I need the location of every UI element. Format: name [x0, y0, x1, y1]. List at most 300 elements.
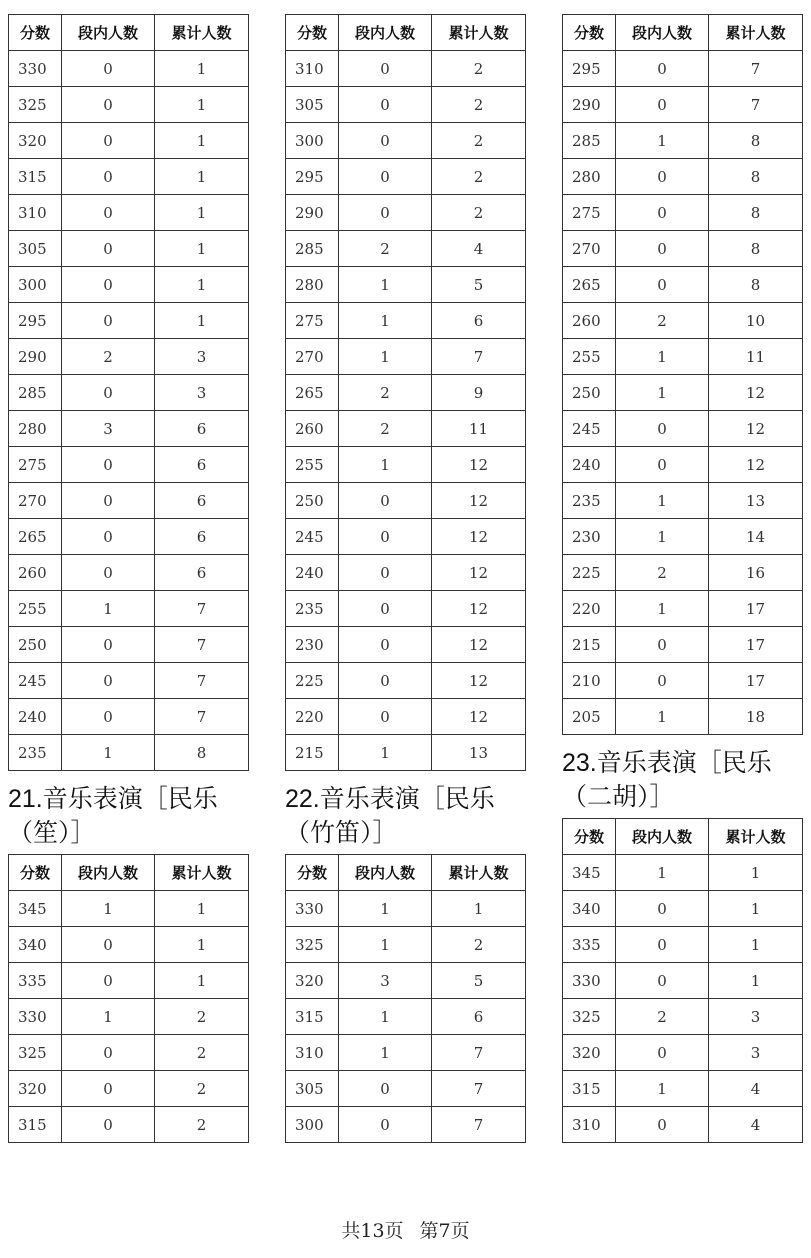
- cumulative-cell: 12: [432, 591, 526, 627]
- cumulative-cell: 2: [155, 999, 249, 1035]
- band-count-cell: 0: [62, 483, 155, 519]
- table-row: [563, 123, 803, 159]
- table-row: [563, 87, 803, 123]
- score-cell: 275: [9, 447, 62, 483]
- table-row: [9, 339, 249, 375]
- band-count-cell: 2: [616, 555, 709, 591]
- header-row: [9, 855, 249, 891]
- table-row: [286, 555, 526, 591]
- cumulative-cell: 12: [709, 411, 803, 447]
- score-cell: 255: [563, 339, 616, 375]
- table-row: [286, 627, 526, 663]
- table-row: [9, 555, 249, 591]
- table-row: [9, 159, 249, 195]
- band-count-cell: 1: [339, 735, 432, 771]
- cumulative-cell: 9: [432, 375, 526, 411]
- score-cell: 310: [286, 51, 339, 87]
- score-cell: 305: [286, 1071, 339, 1107]
- col-header-band-count: 段内人数: [339, 855, 432, 891]
- table-row: [563, 627, 803, 663]
- cumulative-cell: 14: [709, 519, 803, 555]
- table-row: [563, 1071, 803, 1107]
- band-count-cell: 0: [62, 159, 155, 195]
- score-cell: 315: [286, 999, 339, 1035]
- table-row: [286, 375, 526, 411]
- band-count-cell: 1: [62, 891, 155, 927]
- band-count-cell: 0: [616, 1107, 709, 1143]
- cumulative-cell: 2: [432, 87, 526, 123]
- table-row: [563, 663, 803, 699]
- cumulative-cell: 17: [709, 627, 803, 663]
- cumulative-cell: 18: [709, 699, 803, 735]
- table-row: [563, 1107, 803, 1143]
- band-count-cell: 0: [616, 267, 709, 303]
- score-cell: 275: [286, 303, 339, 339]
- section-22-table: [285, 854, 526, 1143]
- table-row: [286, 891, 526, 927]
- cumulative-cell: 2: [155, 1035, 249, 1071]
- cumulative-cell: 7: [709, 87, 803, 123]
- band-count-cell: 0: [339, 483, 432, 519]
- score-cell: 325: [563, 999, 616, 1035]
- band-count-cell: 0: [62, 1035, 155, 1071]
- cumulative-cell: 7: [155, 591, 249, 627]
- band-count-cell: 0: [616, 927, 709, 963]
- band-count-cell: 0: [62, 87, 155, 123]
- cumulative-cell: 3: [709, 1035, 803, 1071]
- score-cell: 265: [286, 375, 339, 411]
- band-count-cell: 0: [62, 963, 155, 999]
- score-cell: 270: [286, 339, 339, 375]
- band-count-cell: 2: [62, 339, 155, 375]
- score-cell: 230: [563, 519, 616, 555]
- col-header-cumulative: 累计人数: [432, 15, 526, 51]
- score-cell: 300: [286, 123, 339, 159]
- score-cell: 250: [286, 483, 339, 519]
- band-count-cell: 0: [62, 1107, 155, 1143]
- table-row: [563, 231, 803, 267]
- col-header-cumulative: 累计人数: [155, 15, 249, 51]
- cumulative-cell: 1: [709, 891, 803, 927]
- table-row: [286, 447, 526, 483]
- score-cell: 310: [563, 1107, 616, 1143]
- band-count-cell: 2: [339, 375, 432, 411]
- score-cell: 265: [9, 519, 62, 555]
- table-row: [9, 303, 249, 339]
- cumulative-cell: 1: [155, 267, 249, 303]
- score-cell: 280: [286, 267, 339, 303]
- col-header-score: 分数: [9, 15, 62, 51]
- table-row: [286, 519, 526, 555]
- table-row: [563, 339, 803, 375]
- table-row: [286, 591, 526, 627]
- cumulative-cell: 7: [155, 663, 249, 699]
- table-row: [286, 303, 526, 339]
- band-count-cell: 1: [339, 339, 432, 375]
- band-count-cell: 1: [616, 1071, 709, 1107]
- table-row: [286, 1107, 526, 1143]
- score-cell: 245: [286, 519, 339, 555]
- band-count-cell: 1: [339, 303, 432, 339]
- band-count-cell: 1: [616, 483, 709, 519]
- table-row: [9, 195, 249, 231]
- score-cell: 285: [9, 375, 62, 411]
- table-row: [9, 1035, 249, 1071]
- upper-table-3: [562, 14, 803, 735]
- band-count-cell: 0: [339, 555, 432, 591]
- page-footer: [0, 1216, 811, 1243]
- score-cell: 225: [563, 555, 616, 591]
- table-row: [9, 891, 249, 927]
- band-count-cell: 1: [62, 591, 155, 627]
- cumulative-cell: 11: [432, 411, 526, 447]
- table-row: [563, 555, 803, 591]
- col-header-band-count: 段内人数: [616, 15, 709, 51]
- current-page: 第7页: [419, 1220, 470, 1242]
- header-row: [286, 15, 526, 51]
- cumulative-cell: 16: [709, 555, 803, 591]
- score-cell: 325: [9, 1035, 62, 1071]
- table-row: [286, 483, 526, 519]
- table-row: [563, 591, 803, 627]
- cumulative-cell: 1: [155, 123, 249, 159]
- score-cell: 300: [9, 267, 62, 303]
- band-count-cell: 0: [616, 87, 709, 123]
- table-row: [286, 195, 526, 231]
- band-count-cell: 0: [616, 891, 709, 927]
- table-row: [9, 51, 249, 87]
- col-header-band-count: 段内人数: [616, 819, 709, 855]
- band-count-cell: 0: [339, 591, 432, 627]
- band-count-cell: 2: [616, 999, 709, 1035]
- band-count-cell: 0: [62, 195, 155, 231]
- col-header-cumulative: 累计人数: [155, 855, 249, 891]
- band-count-cell: 0: [616, 411, 709, 447]
- col-header-score: 分数: [286, 855, 339, 891]
- band-count-cell: 1: [62, 999, 155, 1035]
- cumulative-cell: 6: [155, 483, 249, 519]
- band-count-cell: 0: [616, 627, 709, 663]
- score-cell: 320: [563, 1035, 616, 1071]
- section-23-table: [562, 818, 803, 1143]
- score-cell: 250: [563, 375, 616, 411]
- score-cell: 345: [563, 855, 616, 891]
- band-count-cell: 0: [339, 51, 432, 87]
- score-cell: 325: [9, 87, 62, 123]
- table-row: [563, 159, 803, 195]
- cumulative-cell: 11: [709, 339, 803, 375]
- header-row: [563, 15, 803, 51]
- score-cell: 240: [563, 447, 616, 483]
- score-cell: 310: [9, 195, 62, 231]
- table-row: [286, 411, 526, 447]
- band-count-cell: 0: [616, 231, 709, 267]
- band-count-cell: 1: [339, 267, 432, 303]
- cumulative-cell: 1: [709, 927, 803, 963]
- table-row: [563, 411, 803, 447]
- score-cell: 270: [9, 483, 62, 519]
- header-row: [9, 15, 249, 51]
- cumulative-cell: 7: [432, 1035, 526, 1071]
- score-cell: 305: [286, 87, 339, 123]
- cumulative-cell: 1: [155, 963, 249, 999]
- section-21-title: 21.音乐表演［民乐 （笙）］: [8, 784, 218, 847]
- table-row: [286, 267, 526, 303]
- score-cell: 235: [563, 483, 616, 519]
- cumulative-cell: 8: [709, 267, 803, 303]
- col-header-band-count: 段内人数: [62, 15, 155, 51]
- table-row: [9, 267, 249, 303]
- table-row: [563, 927, 803, 963]
- cumulative-cell: 6: [155, 519, 249, 555]
- score-cell: 320: [9, 1071, 62, 1107]
- band-count-cell: 0: [339, 699, 432, 735]
- cumulative-cell: 3: [155, 339, 249, 375]
- cumulative-cell: 2: [432, 195, 526, 231]
- cumulative-cell: 12: [432, 663, 526, 699]
- cumulative-cell: 6: [432, 303, 526, 339]
- score-cell: 315: [9, 159, 62, 195]
- score-cell: 265: [563, 267, 616, 303]
- score-cell: 255: [9, 591, 62, 627]
- score-cell: 325: [286, 927, 339, 963]
- band-count-cell: 1: [339, 447, 432, 483]
- table-row: [563, 999, 803, 1035]
- score-cell: 330: [9, 999, 62, 1035]
- score-cell: 220: [563, 591, 616, 627]
- cumulative-cell: 1: [709, 855, 803, 891]
- cumulative-cell: 4: [709, 1107, 803, 1143]
- score-cell: 330: [9, 51, 62, 87]
- cumulative-cell: 1: [709, 963, 803, 999]
- band-count-cell: 0: [62, 267, 155, 303]
- score-cell: 285: [563, 123, 616, 159]
- cumulative-cell: 5: [432, 963, 526, 999]
- table-row: [9, 375, 249, 411]
- table-row: [9, 87, 249, 123]
- cumulative-cell: 7: [432, 1071, 526, 1107]
- cumulative-cell: 1: [155, 87, 249, 123]
- score-cell: 240: [9, 699, 62, 735]
- section-21-table: [8, 854, 249, 1143]
- table-row: [563, 519, 803, 555]
- cumulative-cell: 6: [432, 999, 526, 1035]
- cumulative-cell: 2: [432, 51, 526, 87]
- cumulative-cell: 12: [432, 447, 526, 483]
- table-row: [9, 519, 249, 555]
- cumulative-cell: 17: [709, 663, 803, 699]
- band-count-cell: 0: [62, 303, 155, 339]
- band-count-cell: 3: [62, 411, 155, 447]
- cumulative-cell: 13: [709, 483, 803, 519]
- band-count-cell: 1: [339, 891, 432, 927]
- band-count-cell: 0: [339, 1107, 432, 1143]
- table-row: [9, 663, 249, 699]
- score-cell: 280: [563, 159, 616, 195]
- cumulative-cell: 4: [709, 1071, 803, 1107]
- band-count-cell: 0: [62, 375, 155, 411]
- cumulative-cell: 13: [432, 735, 526, 771]
- cumulative-cell: 1: [155, 891, 249, 927]
- band-count-cell: 0: [62, 627, 155, 663]
- cumulative-cell: 2: [432, 159, 526, 195]
- score-cell: 330: [286, 891, 339, 927]
- score-cell: 260: [286, 411, 339, 447]
- upper-table-2: [285, 14, 526, 771]
- cumulative-cell: 8: [709, 159, 803, 195]
- table-row: [563, 51, 803, 87]
- table-row: [9, 591, 249, 627]
- upper-table-1: [8, 14, 249, 771]
- score-cell: 335: [9, 963, 62, 999]
- table-row: [9, 627, 249, 663]
- band-count-cell: 2: [616, 303, 709, 339]
- score-cell: 295: [9, 303, 62, 339]
- table-row: [9, 927, 249, 963]
- cumulative-cell: 6: [155, 555, 249, 591]
- col-header-score: 分数: [286, 15, 339, 51]
- cumulative-cell: 6: [155, 447, 249, 483]
- table-row: [286, 1035, 526, 1071]
- table-row: [286, 999, 526, 1035]
- band-count-cell: 1: [339, 1035, 432, 1071]
- band-count-cell: 0: [62, 51, 155, 87]
- table-row: [286, 231, 526, 267]
- score-cell: 310: [286, 1035, 339, 1071]
- table-row: [563, 375, 803, 411]
- total-pages: 共13页: [341, 1220, 404, 1242]
- score-cell: 340: [9, 927, 62, 963]
- band-count-cell: 0: [62, 519, 155, 555]
- band-count-cell: 0: [339, 1071, 432, 1107]
- table-row: [9, 963, 249, 999]
- cumulative-cell: 3: [155, 375, 249, 411]
- band-count-cell: 0: [339, 195, 432, 231]
- score-cell: 230: [286, 627, 339, 663]
- band-count-cell: 1: [616, 519, 709, 555]
- score-cell: 345: [9, 891, 62, 927]
- col-header-score: 分数: [9, 855, 62, 891]
- score-cell: 335: [563, 927, 616, 963]
- col-header-band-count: 段内人数: [62, 855, 155, 891]
- band-count-cell: 0: [62, 1071, 155, 1107]
- score-cell: 235: [9, 735, 62, 771]
- score-cell: 330: [563, 963, 616, 999]
- band-count-cell: 3: [339, 963, 432, 999]
- col-header-cumulative: 累计人数: [709, 15, 803, 51]
- score-cell: 235: [286, 591, 339, 627]
- score-cell: 260: [9, 555, 62, 591]
- table-row: [286, 735, 526, 771]
- band-count-cell: 0: [616, 963, 709, 999]
- table-row: [286, 51, 526, 87]
- table-row: [9, 447, 249, 483]
- table-row: [9, 411, 249, 447]
- cumulative-cell: 8: [709, 231, 803, 267]
- table-row: [563, 1035, 803, 1071]
- table-row: [563, 267, 803, 303]
- score-cell: 300: [286, 1107, 339, 1143]
- band-count-cell: 1: [616, 699, 709, 735]
- score-cell: 255: [286, 447, 339, 483]
- score-cell: 205: [563, 699, 616, 735]
- cumulative-cell: 1: [155, 927, 249, 963]
- cumulative-cell: 1: [155, 51, 249, 87]
- cumulative-cell: 7: [155, 699, 249, 735]
- band-count-cell: 0: [339, 87, 432, 123]
- score-cell: 270: [563, 231, 616, 267]
- col-header-cumulative: 累计人数: [709, 819, 803, 855]
- table-row: [9, 699, 249, 735]
- table-row: [286, 159, 526, 195]
- cumulative-cell: 1: [155, 159, 249, 195]
- band-count-cell: 1: [616, 123, 709, 159]
- cumulative-cell: 12: [709, 375, 803, 411]
- band-count-cell: 0: [616, 663, 709, 699]
- cumulative-cell: 5: [432, 267, 526, 303]
- table-row: [9, 123, 249, 159]
- table-row: [286, 927, 526, 963]
- band-count-cell: 1: [616, 591, 709, 627]
- band-count-cell: 2: [339, 231, 432, 267]
- score-cell: 315: [563, 1071, 616, 1107]
- cumulative-cell: 10: [709, 303, 803, 339]
- score-cell: 290: [563, 87, 616, 123]
- band-count-cell: 0: [62, 123, 155, 159]
- score-cell: 320: [286, 963, 339, 999]
- score-cell: 315: [9, 1107, 62, 1143]
- band-count-cell: 0: [339, 159, 432, 195]
- cumulative-cell: 7: [709, 51, 803, 87]
- col-header-score: 分数: [563, 819, 616, 855]
- table-row: [563, 699, 803, 735]
- cumulative-cell: 17: [709, 591, 803, 627]
- score-cell: 245: [9, 663, 62, 699]
- score-cell: 275: [563, 195, 616, 231]
- table-row: [9, 231, 249, 267]
- score-cell: 220: [286, 699, 339, 735]
- score-cell: 215: [563, 627, 616, 663]
- band-count-cell: 0: [616, 159, 709, 195]
- table-row: [286, 1071, 526, 1107]
- cumulative-cell: 8: [709, 123, 803, 159]
- table-row: [563, 195, 803, 231]
- table-row: [9, 735, 249, 771]
- cumulative-cell: 7: [155, 627, 249, 663]
- band-count-cell: 0: [62, 555, 155, 591]
- score-cell: 305: [9, 231, 62, 267]
- band-count-cell: 0: [616, 447, 709, 483]
- cumulative-cell: 12: [432, 627, 526, 663]
- cumulative-cell: 7: [432, 1107, 526, 1143]
- table-row: [286, 963, 526, 999]
- score-cell: 340: [563, 891, 616, 927]
- cumulative-cell: 2: [432, 927, 526, 963]
- cumulative-cell: 12: [709, 447, 803, 483]
- col-header-cumulative: 累计人数: [432, 855, 526, 891]
- score-cell: 240: [286, 555, 339, 591]
- section-22-title: 22.音乐表演［民乐 （竹笛）］: [285, 784, 495, 847]
- band-count-cell: 0: [339, 519, 432, 555]
- cumulative-cell: 2: [155, 1071, 249, 1107]
- cumulative-cell: 4: [432, 231, 526, 267]
- band-count-cell: 1: [339, 927, 432, 963]
- score-cell: 280: [9, 411, 62, 447]
- table-row: [563, 855, 803, 891]
- cumulative-cell: 12: [432, 519, 526, 555]
- band-count-cell: 1: [616, 375, 709, 411]
- score-cell: 210: [563, 663, 616, 699]
